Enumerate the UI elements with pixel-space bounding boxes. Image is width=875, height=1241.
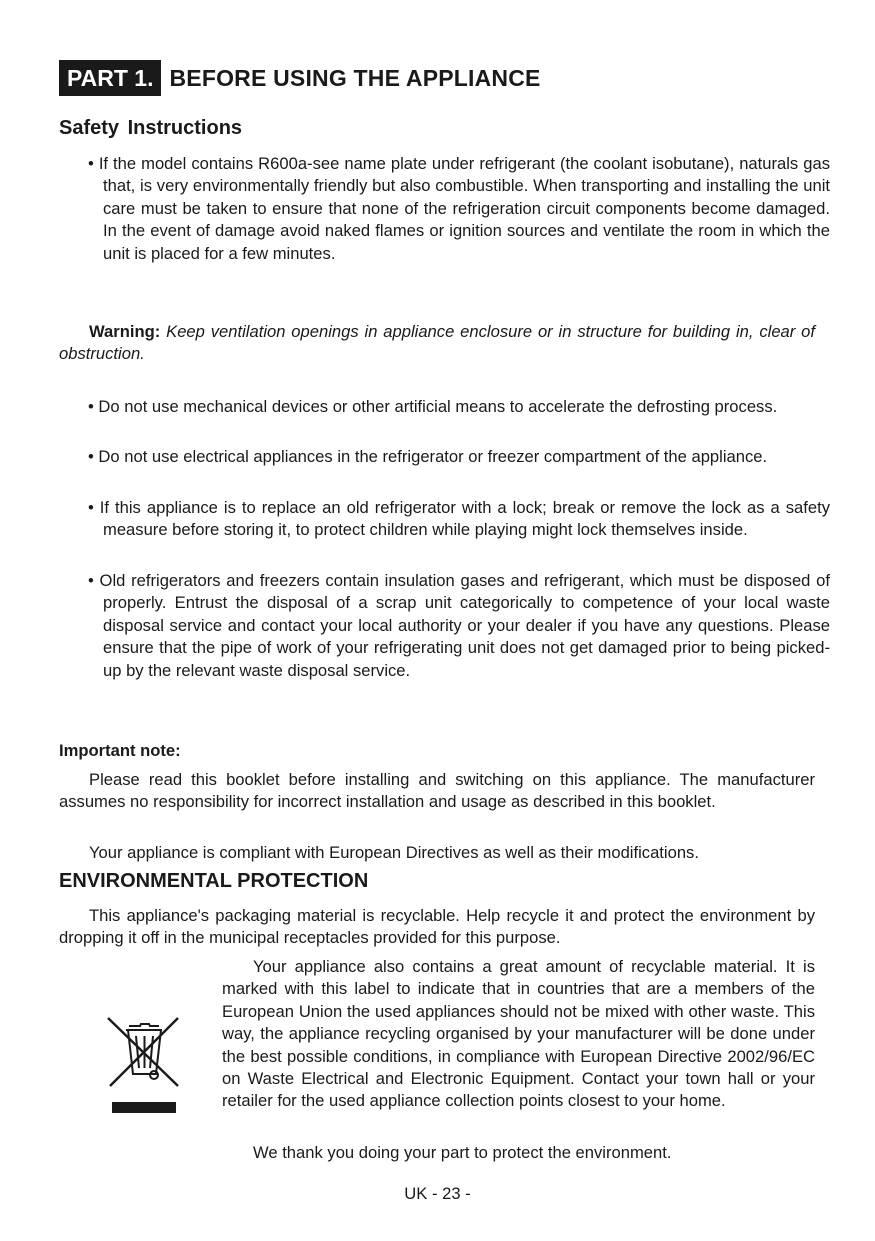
important-heading: Important note:	[59, 741, 181, 760]
part-label: PART 1.	[59, 60, 161, 96]
environment-paragraph-2: Your appliance also contains a great amount of recyclable material. It is marked with this label to indicate that in countries that are a members of the European Union the used appliances should not be mixed with other waste. This way, the appliance recycling organised by your manufacturer will be done under the best possible conditions, in compliance with European Directive 2002/96/EC on Waste Electrical and Electronic Equipment. Contact your town hall or your retailer for the used appliance collection points closest to your home.	[222, 957, 815, 1111]
crossed-out-wheelie-bin-icon	[106, 1012, 182, 1116]
page-title: BEFORE USING THE APPLIANCE	[169, 64, 541, 91]
bullet-isobutane: • If the model contains R600a-see name plate under refrigerant (the coolant isobutane), naturals gas that, is very environmentally friendly but also combustible. When transporting and installing the unit care must be taken to ensure that none of the refrigeration circuit components become damaged. In the event of damage avoid naked flames or ignition sources and ventilate the room in which the unit is placed for a few minutes.	[88, 154, 830, 263]
safety-heading: Safety Instructions	[59, 117, 243, 139]
environment-thanks: We thank you doing your part to protect the environment.	[253, 1143, 672, 1162]
important-paragraph-1: Please read this booklet before installing and switching on this appliance. The manufacturer assumes no responsibility for incorrect installation and usage as described in this booklet.	[59, 770, 815, 812]
bullet-disposal: • Old refrigerators and freezers contain insulation gases and refrigerant, which must be disposed of properly. Entrust the disposal of a scrap unit categorically to competence of your local waste disposal service and contact your local authority or your dealer if you have any questions. Please ensure that the pipe of work of your refrigerating unit does not get damaged prior to being picked-up by the relevant waste disposal service.	[88, 571, 830, 680]
bullet-electrical: • Do not use electrical appliances in the refrigerator or freezer compartment of the appliance.	[88, 447, 768, 466]
bullet-defrosting: • Do not use mechanical devices or other artificial means to accelerate the defrosting process.	[88, 397, 778, 416]
warning-paragraph	[59, 321, 815, 366]
page-number: UK - 23 -	[404, 1184, 471, 1203]
important-paragraph-2: Your appliance is compliant with European Directives as well as their modifications.	[89, 843, 699, 862]
warning-text: Keep ventilation openings in appliance enclosure or in structure for building in, clear of obstruction.	[59, 322, 815, 364]
warning-label: Warning:	[89, 322, 161, 341]
bullet-lock: • If this appliance is to replace an old refrigerator with a lock; break or remove the lock as a safety measure before storing it, to protect children while playing might lock themselves inside.	[88, 498, 830, 540]
environment-heading: ENVIRONMENTAL PROTECTION	[59, 870, 369, 892]
part-header	[59, 60, 541, 96]
environment-paragraph-1: This appliance's packaging material is recyclable. Help recycle it and protect the environment by dropping it off in the municipal receptacles provided for this purpose.	[59, 906, 815, 948]
